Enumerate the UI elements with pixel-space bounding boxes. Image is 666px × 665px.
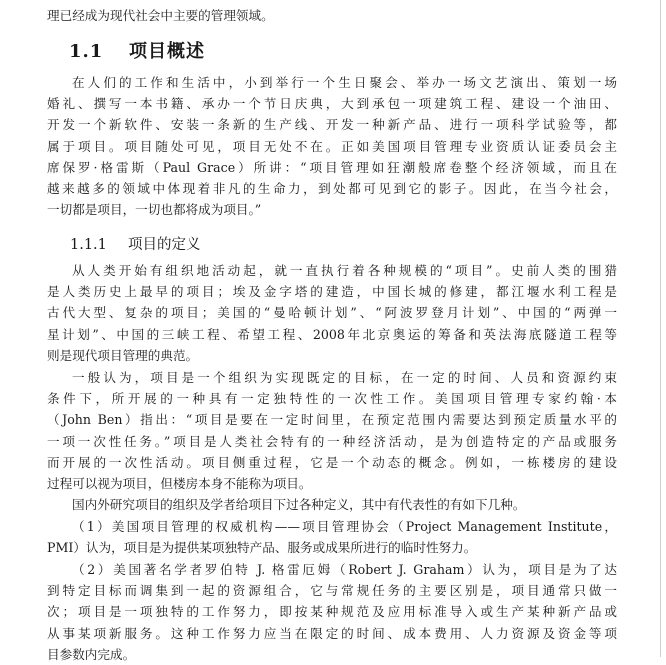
subsection-title: 项目的定义	[128, 237, 201, 253]
text-line: 从人类开始有组织地活动起，就一直执行着各种规模的“项目”。史前人类的围猎	[72, 263, 617, 278]
text-line: 星计划”、中国的三峡工程、希望工程、2008年北京奥运的筹备和英法海底隧道工程等	[47, 326, 617, 342]
text-line: 古代大型、复杂的项目；美国的“曼哈顿计划”、“阿波罗登月计划”、中国的“两弹一	[47, 305, 617, 321]
text-line: 是人类历史上最早的项目；埃及金字塔的建造，中国长城的修建，都江堰水利工程是	[47, 284, 617, 300]
text-line: 一般认为，项目是一个组织为实现既定的目标，在一定的时间、人员和资源约束	[72, 370, 617, 385]
text-line: 理已经成为现代社会中主要的管理领域。	[47, 8, 274, 23]
text-line: 到特定目标而调集到一起的资源组合，它与常规任务的主要区别是，项目通常只做一	[47, 583, 617, 599]
text-line: 过程可以视为项目，但楼房本身不能称为项目。	[47, 475, 312, 491]
section-heading	[69, 37, 205, 63]
text-line: 婚礼、撰写一本书籍、承办一个节日庆典，大到承包一项建筑工程、建设一个油田、	[47, 96, 617, 112]
subsection-heading	[70, 233, 201, 254]
text-line: 开发一个新软件、安装一条新的生产线、开发一种新产品、进行一项科学试验等，都	[47, 117, 617, 133]
continued-paragraph	[47, 5, 617, 26]
text-line: 从事某项新服务。这种工作努力应当在限定的时间、成本费用、人力资源及资金等项	[47, 625, 617, 641]
page-edge-line	[660, 0, 661, 657]
text-line: 目参数内完成。	[47, 646, 136, 662]
text-line: 在人们的工作和生活中，小到举行一个生日聚会、举办一场文艺演出、策划一场	[72, 75, 617, 90]
text-line: 一切都是项目，一切也都将成为项目。”	[47, 202, 262, 218]
subsection-number: 1.1.1	[70, 237, 107, 253]
text-line: 一项一次性任务。”项目是人类社会特有的一种经济活动，是为创造特定的产品或服务	[47, 433, 617, 449]
text-line: 属于项目。项目随处可见，项目无处不在。正如美国项目管理专业资质认证委员会主	[47, 138, 617, 154]
text-line: 而开展的一次性活动。项目侧重过程，它是一个动态的概念。例如，一栋楼房的建设	[47, 454, 617, 470]
text-line: 条件下，所开展的一种具有一定独特性的一次性工作。美国项目管理专家约翰·本	[47, 391, 617, 407]
text-line: （2）美国著名学者罗伯特 J. 格雷厄姆（Robert J. Graham）认为，项目是为了达	[72, 562, 617, 577]
text-line: 国内外研究项目的组织及学者给项目下过各种定义，其中有代表性的有如下几种。	[72, 497, 526, 512]
section-title: 项目概述	[129, 41, 205, 62]
definition-2	[47, 559, 617, 665]
text-line: 越来越多的领域中体现着非凡的生命力，到处都可见到它的影子。因此，在当今社会，	[47, 180, 617, 196]
definition-1	[47, 516, 617, 558]
text-line: PMI）认为，项目是为提供某项独特产品、服务或成果所进行的临时性努力。	[47, 540, 477, 556]
paragraph-intro	[47, 72, 617, 220]
section-number: 1.1	[69, 41, 104, 62]
text-line: 次；项目是一项独特的工作努力，即按某种规范及应用标准导入或生产某种新产品或	[47, 604, 617, 620]
text-line: 则是现代项目管理的典范。	[47, 347, 199, 363]
text-line: （John Ben）指出：“项目是要在一定时间里，在预定范围内需要达到预定质量水平的	[47, 412, 617, 428]
text-line: （1）美国项目管理的权威机构——项目管理协会（Project Management Institute，	[72, 519, 617, 534]
paragraph-general-definition	[47, 367, 617, 494]
paragraph-definitions-intro	[47, 494, 617, 515]
text-line: 席保罗·格雷斯（Paul Grace）所讲：“项目管理如狂潮般席卷整个经济领域，而且在	[47, 159, 617, 175]
paragraph-history	[47, 260, 617, 366]
